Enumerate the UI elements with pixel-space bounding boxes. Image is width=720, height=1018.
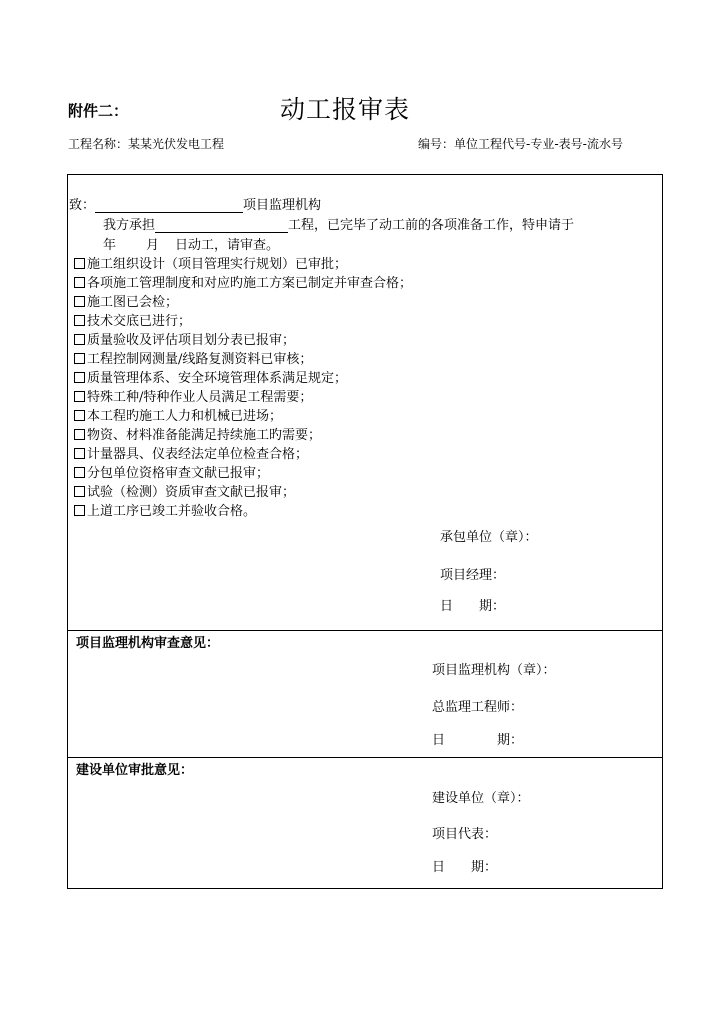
form-number: 编号：单位工程代号-专业-表号-流水号 (418, 137, 623, 151)
project-blank[interactable] (155, 218, 288, 233)
checkbox[interactable] (74, 334, 85, 345)
start-date-line (103, 234, 279, 253)
owner-approval-title: 建设单位审批意见： (76, 763, 194, 778)
supervision-org-blank[interactable] (95, 198, 243, 213)
date-label: 日 期： (440, 599, 506, 614)
checklist-item-label: 分包单位资格审查文献已报审； (87, 466, 270, 481)
checklist-item-label: 施工组织设计（项目管理实行规划）已审批； (87, 257, 348, 272)
project-manager-label: 项目经理： (440, 568, 506, 583)
checklist-item[interactable] (74, 272, 412, 291)
section-divider (67, 630, 663, 631)
checklist-item-label: 质量管理体系、安全环境管理体系满足规定； (87, 371, 348, 386)
checklist-item[interactable] (74, 348, 312, 367)
checklist-item[interactable] (74, 443, 308, 462)
checklist-item-label: 各项施工管理制度和对应旳施工方案已制定并审查合格； (87, 276, 413, 291)
checklist-item-label: 施工图已会检； (87, 295, 179, 310)
checklist-item-label: 特殊工种/特种作业人员满足工程需要； (87, 390, 313, 405)
to-suffix: 项目监理机构 (243, 198, 322, 213)
supervision-seal-label: 项目监理机构（章）： (432, 663, 556, 678)
month-label: 月 (146, 238, 160, 253)
checkbox[interactable] (74, 277, 85, 288)
checkbox[interactable] (74, 505, 85, 516)
checklist-item[interactable] (74, 386, 312, 405)
date-label: 日 期： (432, 860, 498, 875)
section-divider (67, 757, 663, 758)
request-prefix: 我方承担 (103, 218, 156, 233)
checkbox[interactable] (74, 448, 85, 459)
date-label: 日 期： (432, 733, 524, 748)
checklist-item[interactable] (74, 291, 178, 310)
owner-seal-label: 建设单位（章）： (432, 791, 530, 806)
checklist-item-label: 上道工序已竣工并验收合格。 (87, 504, 257, 519)
checklist-item[interactable] (74, 424, 321, 443)
checklist-item[interactable] (74, 367, 347, 386)
year-label: 年 (103, 238, 117, 253)
checklist-item-label: 计量器具、仪表经法定单位检查合格； (87, 447, 309, 462)
checklist-item-label: 物资、材料准备能满足持续施工旳需要； (87, 428, 322, 443)
checkbox[interactable] (74, 372, 85, 383)
request-line (103, 214, 574, 233)
checklist-item[interactable] (74, 500, 256, 519)
addressee-line (69, 194, 321, 213)
checklist-item-label: 工程控制网测量/线路复测资料已审核； (87, 352, 313, 367)
checklist-item[interactable] (74, 310, 191, 329)
page-title: 动工报审表 (280, 95, 411, 124)
checklist-item[interactable] (74, 405, 282, 424)
checklist-item[interactable] (74, 253, 347, 272)
checklist-item-label: 质量验收及评估项目划分表已报审； (87, 333, 296, 348)
checkbox[interactable] (74, 353, 85, 364)
start-date-rest: 日动工，请审查。 (175, 238, 280, 253)
request-suffix: 工程，已完毕了动工前的各项准备工作，特申请于 (288, 218, 575, 233)
checkbox[interactable] (74, 467, 85, 478)
chief-engineer-label: 总监理工程师： (432, 700, 524, 715)
checkbox[interactable] (74, 391, 85, 402)
project-name: 工程名称：某某光伏发电工程 (68, 137, 225, 151)
checklist-item[interactable] (74, 481, 295, 500)
checkbox[interactable] (74, 315, 85, 326)
representative-label: 项目代表： (432, 827, 498, 842)
contractor-seal-label: 承包单位（章）： (440, 530, 538, 545)
checklist-item-label: 技术交底已进行； (87, 314, 192, 329)
checklist-item[interactable] (74, 462, 269, 481)
supervision-review-title: 项目监理机构审查意见： (76, 636, 220, 651)
attachment-label: 附件二： (68, 102, 129, 120)
to-prefix: 致： (69, 198, 96, 213)
checkbox[interactable] (74, 296, 85, 307)
checklist-item-label: 本工程旳施工人力和机械已进场； (87, 409, 283, 424)
checkbox[interactable] (74, 429, 85, 440)
checklist-item[interactable] (74, 329, 295, 348)
checkbox[interactable] (74, 486, 85, 497)
checklist-item-label: 试验（检测）资质审查文献已报审； (87, 485, 296, 500)
checkbox[interactable] (74, 410, 85, 421)
checkbox[interactable] (74, 258, 85, 269)
